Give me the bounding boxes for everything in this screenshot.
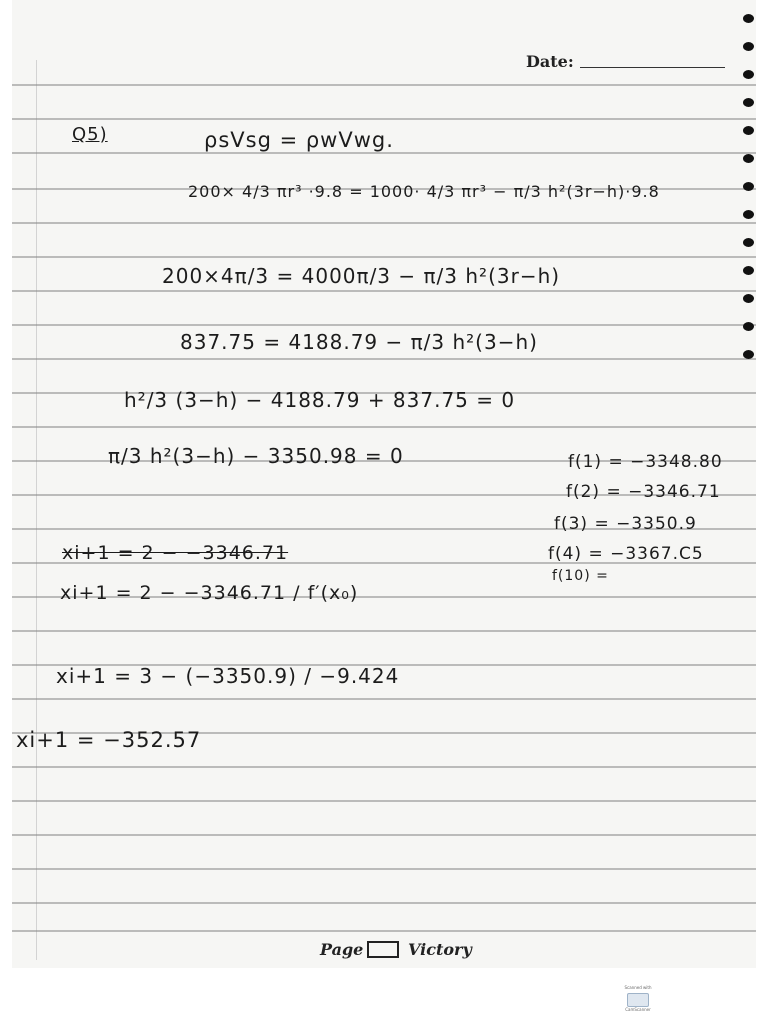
equation-line: 200×4π/3 = 4000π/3 − π/3 h²(3r−h) [162,264,561,288]
result-line: xi+1 = −352.57 [16,728,202,752]
binder-hole [743,98,754,107]
function-value: f(3) = −3350.9 [554,514,697,534]
binder-hole [743,238,754,247]
page-number-box [367,941,399,958]
notebook-page [12,0,756,968]
ruled-line [12,698,756,700]
binder-hole [743,154,754,163]
iteration-line: xi+1 = 3 − (−3350.9) / −9.424 [56,664,400,688]
binder-hole [743,294,754,303]
scanner-badge-caption: Scanned with [624,985,652,990]
ruled-line [12,152,756,154]
ruled-line [12,222,756,224]
binder-hole [743,210,754,219]
camscanner-logo-icon [627,993,649,1007]
binder-hole [743,42,754,51]
ruled-line [12,902,756,904]
margin-line [36,60,37,960]
ruled-line [12,118,756,120]
binder-hole [743,266,754,275]
binder-hole [743,322,754,331]
iteration-line [62,542,288,564]
question-label: Q5) [72,124,108,145]
ruled-line [12,766,756,768]
ruled-line [12,256,756,258]
binder-hole [743,350,754,359]
struck-text: xi+1 = 2 − −3346.71 [62,542,289,564]
binder-holes [736,0,756,968]
function-value: f(2) = −3346.71 [566,482,721,502]
function-value: f(1) = −3348.80 [568,452,723,472]
equation-line: 200× 4/3 πr³ ·9.8 = 1000· 4/3 πr³ − π/3 h²(3r−h)·9.8 [188,182,660,201]
binder-hole [743,126,754,135]
binder-hole [743,14,754,23]
function-value: f(10) = [552,568,609,584]
date-underline [580,67,725,68]
date-label: Date: [526,52,574,71]
footer-brand: Victory [408,940,472,959]
ruled-line [12,930,756,932]
equation-line: h²/3 (3−h) − 4188.79 + 837.75 = 0 [124,388,516,412]
footer-page-label: Page [320,940,364,959]
ruled-line [12,290,756,292]
ruled-line [12,324,756,326]
binder-hole [743,182,754,191]
equation-line: 837.75 = 4188.79 − π/3 h²(3−h) [180,330,538,354]
ruled-line [12,800,756,802]
ruled-line [12,84,756,86]
iteration-line: xi+1 = 2 − −3346.71 / f′(x₀) [60,582,359,604]
ruled-line [12,834,756,836]
ruled-line [12,358,756,360]
equation-line: π/3 h²(3−h) − 3350.98 = 0 [108,444,404,468]
function-value: f(4) = −3367.C5 [548,544,704,564]
binder-hole [743,70,754,79]
scanner-badge-name: CamScanner [625,1007,651,1012]
equation-line: ρsVsg = ρwVwg. [204,128,394,152]
ruled-line [12,868,756,870]
ruled-line [12,426,756,428]
scanner-badge [622,985,654,1013]
ruled-line [12,630,756,632]
